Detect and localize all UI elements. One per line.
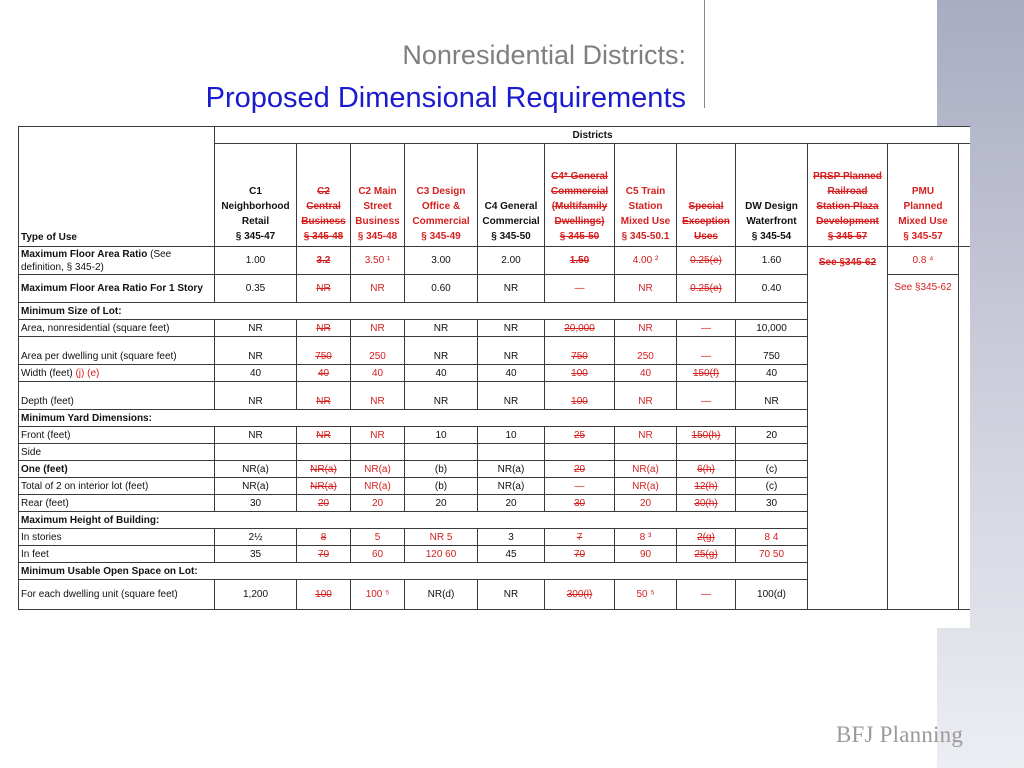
- table-cell: NR: [297, 320, 351, 337]
- table-cell: 8 4: [736, 529, 808, 546]
- table-cell: 30: [545, 495, 615, 512]
- table-cell: [545, 444, 615, 461]
- table-cell: 120 60: [405, 546, 478, 563]
- table-cell: NR: [351, 320, 405, 337]
- table-cell: 20: [478, 495, 545, 512]
- table-cell: [736, 444, 808, 461]
- table-cell: 7: [545, 529, 615, 546]
- table-cell: [351, 444, 405, 461]
- table-cell: —: [677, 580, 736, 610]
- table-cell: 0.60: [405, 275, 478, 303]
- table-cell: [215, 444, 297, 461]
- slide-title-line1: Nonresidential Districts:: [402, 40, 686, 70]
- row-label-area-nonresidential: Area, nonresidential (square feet): [19, 320, 215, 337]
- dimensional-requirements-table: [18, 126, 970, 610]
- table-cell: 6(h): [677, 461, 736, 478]
- table-cell: 25(g): [677, 546, 736, 563]
- table-cell: 1.50: [545, 247, 615, 275]
- table-cell: —: [677, 382, 736, 410]
- table-cell: 0.35: [215, 275, 297, 303]
- prsp-merged-cell: See §345-62: [808, 247, 888, 610]
- table-cell: 0.40: [736, 275, 808, 303]
- table-cell: 40: [215, 365, 297, 382]
- table-cell: NR(d): [405, 580, 478, 610]
- table-cell: 70 50: [736, 546, 808, 563]
- row-label-each-dwelling-unit: For each dwelling unit (square feet): [19, 580, 215, 610]
- table-cell: 20: [297, 495, 351, 512]
- col-header-c3: C3 Design Office & Commercial § 345-49: [405, 144, 478, 247]
- row-label-area-per-dwelling: Area per dwelling unit (square feet): [19, 337, 215, 365]
- section-min-lot-size: Minimum Size of Lot:: [19, 303, 808, 320]
- col-header-prsp: PRSP Planned Railroad Station Plaza Development § 345-57: [808, 144, 888, 247]
- table-cell: 300(l): [545, 580, 615, 610]
- section-min-open-space: Minimum Usable Open Space on Lot:: [19, 563, 808, 580]
- table-cell: 25: [545, 427, 615, 444]
- table-cell: 40: [297, 365, 351, 382]
- table-cell: 2(g): [677, 529, 736, 546]
- row-label-width: Width (feet) (j) (e): [19, 365, 215, 382]
- table-cell: —: [677, 337, 736, 365]
- table-cell: 2½: [215, 529, 297, 546]
- col-header-c4: C4 General Commercial § 345-50: [478, 144, 545, 247]
- table-cell: NR: [351, 427, 405, 444]
- table-cell: 150(h): [677, 427, 736, 444]
- bfj-planning-logo: BFJ Planning: [836, 722, 964, 747]
- table-cell: 250: [615, 337, 677, 365]
- table-cell: (c): [736, 461, 808, 478]
- table-cell: NR: [405, 337, 478, 365]
- table-cell: —: [677, 320, 736, 337]
- table-cell: NR(a): [351, 478, 405, 495]
- table-cell: 0.25(e): [677, 247, 736, 275]
- table-cell: 100: [545, 365, 615, 382]
- row-label-in-stories: In stories: [19, 529, 215, 546]
- row-label-in-feet: In feet: [19, 546, 215, 563]
- row-label-one-side: One (feet): [19, 461, 215, 478]
- table-cell: 750: [545, 337, 615, 365]
- table-cell: NR: [297, 382, 351, 410]
- table-cell: NR: [615, 320, 677, 337]
- table-cell: NR: [615, 427, 677, 444]
- table-cell: NR: [478, 382, 545, 410]
- col-header-pmu: PMU Planned Mixed Use § 345-57: [888, 144, 959, 247]
- table-cell: 40: [405, 365, 478, 382]
- row-label-front: Front (feet): [19, 427, 215, 444]
- row-label-max-far-1-story: Maximum Floor Area Ratio For 1 Story: [19, 275, 215, 303]
- districts-header: Districts: [215, 127, 971, 144]
- table-cell: NR: [297, 275, 351, 303]
- table-cell: NR: [297, 427, 351, 444]
- table-cell: 40: [478, 365, 545, 382]
- table-cell: [297, 444, 351, 461]
- table-cell: NR(a): [478, 461, 545, 478]
- table-cell: (b): [405, 478, 478, 495]
- table-cell: (c): [736, 478, 808, 495]
- table-cell: NR(a): [215, 478, 297, 495]
- table-cell: NR 5: [405, 529, 478, 546]
- table-cell: 3: [478, 529, 545, 546]
- table-cell: [615, 444, 677, 461]
- table-cell: NR(a): [351, 461, 405, 478]
- table-cell: —: [545, 478, 615, 495]
- row-label-depth: Depth (feet): [19, 382, 215, 410]
- table-cell: [478, 444, 545, 461]
- table-cell: NR: [405, 320, 478, 337]
- row-label-side: Side: [19, 444, 215, 461]
- table-cell: 150(f): [677, 365, 736, 382]
- table-cell: 100(d): [736, 580, 808, 610]
- table-cell: 0.25(e): [677, 275, 736, 303]
- table-cell: 3.50 ¹: [351, 247, 405, 275]
- table-cell: NR: [615, 382, 677, 410]
- table-cell: 1,200: [215, 580, 297, 610]
- table-cell: 10: [478, 427, 545, 444]
- table-cell: [677, 444, 736, 461]
- section-max-height: Maximum Height of Building:: [19, 512, 808, 529]
- col-header-c1: C1 Neighborhood Retail § 345-47: [215, 144, 297, 247]
- col-header-c2-central: C2 Central Business § 345-48: [297, 144, 351, 247]
- col-header-special-exception: Special Exception Uses: [677, 144, 736, 247]
- row-label-max-far: Maximum Floor Area Ratio (See definition, § 345-2): [19, 247, 215, 275]
- col-header-c4-multifamily: C4* General Commercial (Multifamily Dwellings) § 345-50: [545, 144, 615, 247]
- row-label-total-two-sides: Total of 2 on interior lot (feet): [19, 478, 215, 495]
- table-cell: 100: [545, 382, 615, 410]
- table-cell: NR: [215, 337, 297, 365]
- table-cell: 4.00 ²: [615, 247, 677, 275]
- table-cell: 35: [215, 546, 297, 563]
- col-header-c2-main-street: C2 Main Street Business § 345-48: [351, 144, 405, 247]
- title-divider: [704, 0, 705, 108]
- table-cell: 8: [297, 529, 351, 546]
- table-cell: 20: [351, 495, 405, 512]
- table-cell: NR(a): [297, 478, 351, 495]
- table-cell: 30: [215, 495, 297, 512]
- table-cell: 70: [297, 546, 351, 563]
- table-cell: 10: [405, 427, 478, 444]
- table-cell: NR: [351, 275, 405, 303]
- table-cell: 100: [297, 580, 351, 610]
- col-header-blank: [959, 144, 971, 247]
- table-cell: NR: [478, 320, 545, 337]
- table-cell: NR: [215, 427, 297, 444]
- table-cell: 90: [615, 546, 677, 563]
- blank-column: [959, 247, 971, 610]
- table-cell: 0.8 ⁴: [888, 247, 959, 275]
- table-cell: 40: [351, 365, 405, 382]
- table-cell: 20: [736, 427, 808, 444]
- type-of-use-header: Type of Use: [19, 127, 215, 247]
- table-cell: (b): [405, 461, 478, 478]
- table-cell: 8 ³: [615, 529, 677, 546]
- slide-title-line2: Proposed Dimensional Requirements: [205, 82, 686, 114]
- table-cell: 750: [736, 337, 808, 365]
- table-cell: 750: [297, 337, 351, 365]
- table-cell: NR: [736, 382, 808, 410]
- section-min-yard: Minimum Yard Dimensions:: [19, 410, 808, 427]
- table-cell: 50 ⁵: [615, 580, 677, 610]
- table-cell: 60: [351, 546, 405, 563]
- table-cell: 5: [351, 529, 405, 546]
- table-cell: 12(h): [677, 478, 736, 495]
- table-cell: 10,000: [736, 320, 808, 337]
- table-cell: NR: [478, 275, 545, 303]
- col-header-dw: DW Design Waterfront § 345-54: [736, 144, 808, 247]
- table-cell: NR: [351, 382, 405, 410]
- table-cell: NR(a): [297, 461, 351, 478]
- table-cell: 100 ⁵: [351, 580, 405, 610]
- table-cell: 20,000: [545, 320, 615, 337]
- table-cell: 30: [736, 495, 808, 512]
- table-cell: NR: [215, 320, 297, 337]
- table-cell: 1.60: [736, 247, 808, 275]
- table-cell: 3.2: [297, 247, 351, 275]
- table-cell: 3.00: [405, 247, 478, 275]
- table-cell: 70: [545, 546, 615, 563]
- table-cell: 1.00: [215, 247, 297, 275]
- table-cell: 2.00: [478, 247, 545, 275]
- row-label-rear: Rear (feet): [19, 495, 215, 512]
- table-cell: —: [545, 275, 615, 303]
- table-cell: NR: [615, 275, 677, 303]
- pmu-merged-cell: See §345-62: [888, 275, 959, 610]
- table-cell: 30(h): [677, 495, 736, 512]
- table-cell: NR(a): [615, 461, 677, 478]
- table-cell: [405, 444, 478, 461]
- table-cell: 250: [351, 337, 405, 365]
- table-cell: 20: [545, 461, 615, 478]
- table-cell: NR(a): [215, 461, 297, 478]
- table-cell: NR: [215, 382, 297, 410]
- table-cell: NR: [478, 580, 545, 610]
- col-header-c5: C5 Train Station Mixed Use § 345-50.1: [615, 144, 677, 247]
- table-cell: NR(a): [478, 478, 545, 495]
- table-cell: 40: [736, 365, 808, 382]
- table-cell: 20: [615, 495, 677, 512]
- table-cell: NR: [405, 382, 478, 410]
- table-cell: 45: [478, 546, 545, 563]
- table-cell: NR(a): [615, 478, 677, 495]
- table-cell: NR: [478, 337, 545, 365]
- table-cell: 40: [615, 365, 677, 382]
- table-cell: 20: [405, 495, 478, 512]
- dimensional-requirements-table-container: [18, 126, 970, 628]
